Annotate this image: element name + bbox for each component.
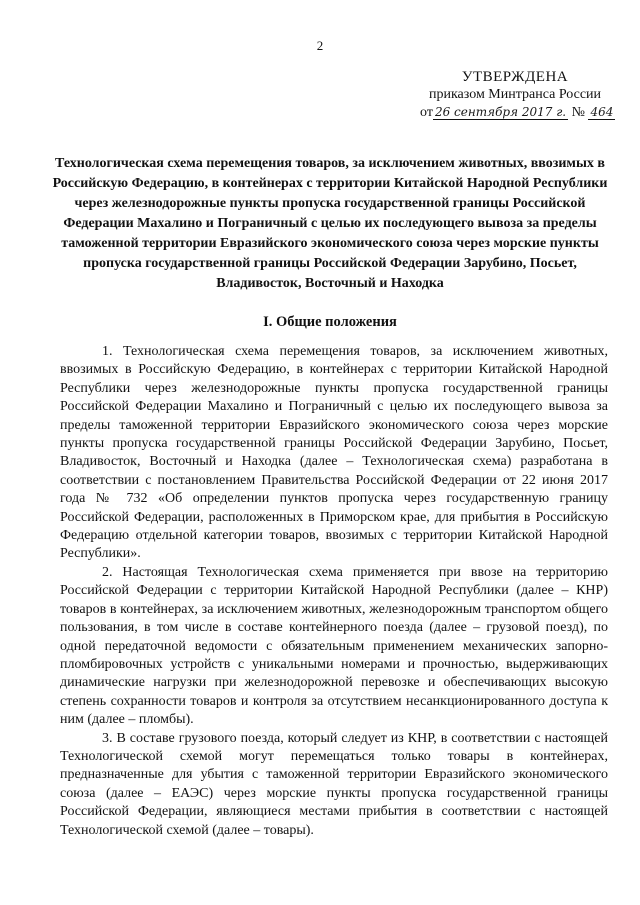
- handwritten-number: 464: [590, 105, 614, 119]
- section-heading: I. Общие положения: [263, 314, 397, 330]
- handwritten-date: 26 сентября 2017 г.: [434, 105, 567, 119]
- paragraph-1: 1. Технологическая схема перемещения товаров, за исключением животных, ввозимых в Российскую Федерацию, в контейнерах с территории Китайской Народной Республики через железнодорожные пункты пропуска государственной границы Российской Федерации Махалино и Пограничный с целью их последующего вывоза за пределы таможенной территории Евразийского экономического союза через морские пункты пропуска государственной границы Российской Федерации Зарубино, Посьет, Владивосток, Восточный и Находка (далее – Технологическая схема) разработана в соответствии с постановлением Правительства Российской Федерации от 22 июня 2017 года № 732 «Об определении пунктов пропуска через государственную границу Российской Федерации, расположенных в Приморском крае, для прибытия в Российскую Федерацию отдельной категории товаров, ввозимых с территории Китайской Народной Республики».: [60, 344, 608, 562]
- document-body: [60, 343, 608, 840]
- date-prefix: от: [420, 105, 433, 120]
- approval-block: [420, 68, 614, 122]
- approval-order-line: приказом Минтранса России: [428, 87, 602, 102]
- approval-title: УТВЕРЖДЕНА: [461, 69, 569, 85]
- paragraph-2: 2. Настоящая Технологическая схема применяется при ввозе на территорию Российской Федерации с территории Китайской Народной Республики (далее – КНР) товаров в контейнерах, за исключением животных, железнодорожным транспортом общего пользования, в том числе в составе контейнерного поезда (далее – грузовой поезд), по одной передаточной ведомости с обязательным применением механических запорно-пломбировочных устройств с уникальными номерами и прочностью, выдерживающих динамические нагрузки при железнодорожной перевозке и обеспечивающих высокую степень сохранности товаров и контроля за отсутствием несанкционированного доступа к ним (далее – пломбы).: [60, 564, 608, 728]
- number-prefix: №: [571, 105, 585, 120]
- document-title: Технологическая схема перемещения товаров, за исключением животных, ввозимых в Российскую Федерацию, в контейнерах с территории Китайской Народной Республики через железнодорожные пункты пропуска государственной границы Российской Федерации Махалино и Пограничный с целью их последующего вывоза за пределы таможенной территории Евразийского экономического союза через морские пункты пропуска государственной границы Российской Федерации Зарубино, Посьет, Владивосток, Восточный и Находка: [52, 156, 608, 291]
- approval-date-line: [420, 104, 614, 122]
- page-number: 2: [316, 38, 324, 53]
- paragraph-3: 3. В составе грузового поезда, который следует из КНР, в соответствии с настоящей Технологической схемой могут перемещаться только товары в контейнерах, предназначенные для убытия с таможенной территории Евразийского экономического союза (далее – ЕАЭС) через морские пункты пропуска государственной границы Российской Федерации, являющиеся местами прибытия в соответствии с настоящей Технологической схемой (далее – товары).: [60, 730, 608, 838]
